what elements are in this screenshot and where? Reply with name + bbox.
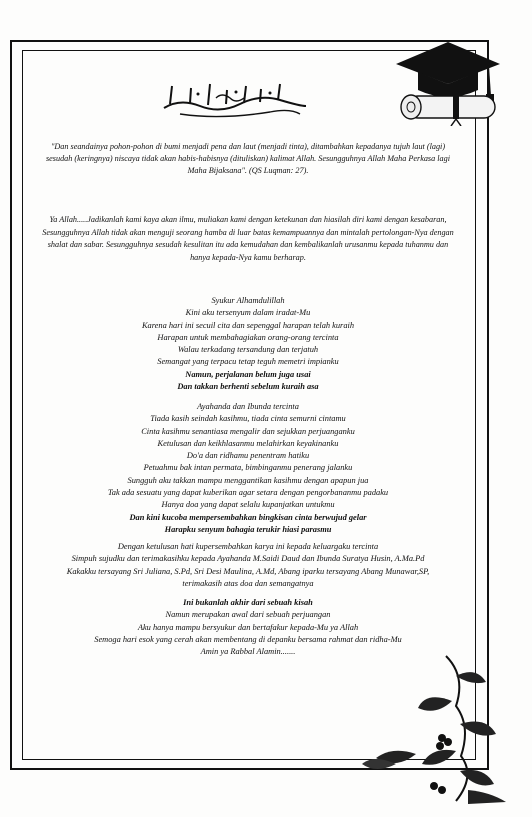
closing-stanza	[38, 597, 458, 658]
stanza-line: Dan kini kucoba mempersembahkan bingkisan cinta berwujud gelar	[129, 512, 367, 522]
stanza-line: Ketulusan dan keikhlasanmu melahirkan keyakinanku	[157, 438, 339, 448]
stanza-line: Dan takkan berhenti sebelum kuraih asa	[177, 382, 319, 392]
stanza-line: Ini bukanlah akhir dari sebuah kisah	[183, 598, 313, 607]
stanza-line: Petuahmu bak intan permata, bimbinganmu penerang jalanku	[143, 463, 353, 473]
stanza-line: Aku hanya mampu bersyukur dan bertafakur kepada-Mu ya Allah	[137, 622, 359, 632]
syukur-stanza	[38, 295, 458, 393]
diploma-scroll-icon	[397, 86, 501, 126]
stanza-line: Cinta kasihmu senantiasa mengalir dan sejukkan perjuanganku	[141, 426, 355, 436]
stanza-line: Tak ada sesuatu yang dapat kuberikan agar setara dengan pengorbananmu padaku	[107, 488, 389, 498]
stanza-line: Ayahanda dan Ibunda tercinta	[197, 402, 299, 411]
stanza-line: Sungguh aku takkan mampu menggantikan kasihmu dengan apapun jua	[127, 475, 369, 485]
stanza-line: Syukur Alhamdulillah	[211, 296, 285, 305]
opening-prayer: Ya Allah.....Jadikanlah kami kaya akan ilmu, muliakan kami dengan ketekunan dan hiasilah diri kami dengan kesabaran, Sesungguhnya Allah tidak akan menguji seorang hamba di luar batas kemampuannya dan mintalah pertolongan-Nya dengan shalat dan sabar. Sesungguhnya sesudah kesulitan itu ada kemudahan dan kembalikanlah urusanmu kepada tuhanmu dan hanya kepada-Nya kamu berharap.	[42, 215, 454, 262]
stanza-line: Dengan ketulusan hati kupersembahkan karya ini kepada keluargaku tercinta	[117, 542, 379, 551]
ayahanda-stanza	[38, 401, 458, 536]
stanza-line: Kini aku tersenyum dalam iradat-Mu	[185, 308, 311, 318]
stanza-line: Amin ya Rabbal Alamin.......	[200, 647, 296, 657]
dedication-stanza	[38, 541, 458, 590]
stanza-line: Harapku senyum bahagia terukir hiasi parasmu	[164, 524, 332, 534]
stanza-line: Harapan untuk membahagiakan orang-orang tercinta	[157, 332, 339, 342]
stanza-line: Namun merupakan awal dari sebuah perjuangan	[165, 610, 331, 620]
quran-quote: "Dan seandainya pohon-pohon di bumi menjadi pena dan laut (menjadi tinta), ditambahkan kepadanya tujuh laut (lagi) sesudah (keringnya) niscaya tidak akan habis-habisnya (dituliskan) kalimat Allah. Sesungguhnya Allah Maha Perkasa lagi Maha Bijaksana". (QS Luqman: 27).	[45, 142, 450, 175]
stanza-line: Tiada kasih seindah kasihmu, tiada cinta semurni cintamu	[150, 414, 346, 424]
stanza-line: Walau terkadang tersandung dan terjatuh	[177, 345, 319, 355]
stanza-line: Namun, perjalanan belum juga usai	[185, 369, 311, 379]
stanza-line: Karena hari ini secuil cita dan sepenggal harapan telah kuraih	[141, 320, 355, 330]
bismillah-calligraphy	[160, 78, 310, 120]
stanza-line: Do'a dan ridhamu penentram hatiku	[186, 451, 310, 461]
stanza-line: Kakakku tersayang Sri Juliana, S.Pd, Sri Desi Maulina, A.Md, Abang iparku tersayang Abang Munawar,SP,	[66, 566, 430, 576]
stanza-line: Hanya doa yang dapat selalu kupanjatkan untukmu	[161, 500, 335, 510]
stanza-line: Semoga hari esok yang cerah akan membentang di depanku bersama rahmat dan ridha-Mu	[94, 634, 402, 644]
stanza-line: Simpuh sujudku dan terimakasihku kepada Ayahanda M.Saidi Daud dan Ibunda Suratya Husin, A.Ma.Pd	[71, 554, 425, 564]
stanza-line: terimakasih atas doa dan semangatnya	[182, 578, 314, 588]
stanza-line: Semangat yang terpacu tetap teguh memetri impianku	[157, 357, 339, 367]
holly-leaves-decoration	[356, 646, 516, 806]
